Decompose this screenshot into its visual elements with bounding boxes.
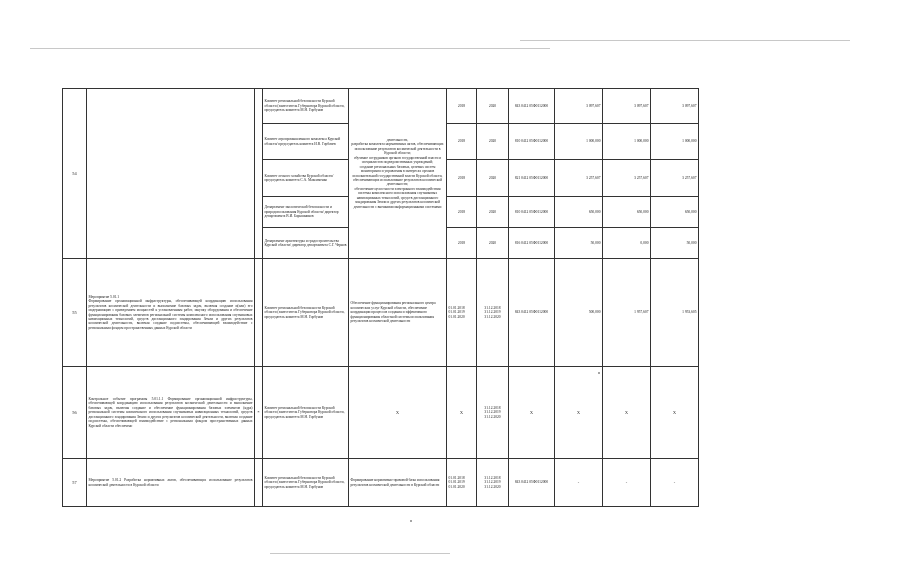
start-year: 2018 [447,89,477,124]
end-year: 2020 [477,124,509,160]
budget-code: X [509,367,555,459]
end-dates: 31.12.2018 31.12.2019 31.12.2020 [477,367,509,459]
budget-code: 843 0412 05Ф0112000 [509,89,555,124]
expected-result-cell: деятельности, разработка комплекта нормативных актов, обеспечивающих использование результатов космической деятельности в Курской области; обучение сотрудников органов государственной власти и специалистов подведомственных учреждений; создание региональных базовых, целевых систем мониторинга и управления в интересах органов исполнительной государственной власти Курской области, обеспечивающих использование результатов космической деятельности; обеспечение целостности электронного взаимодействия системы комплексного использования спутниковых навигационных технологий, средств дистанционного зондирования Земли и других результатов космической деятельности с внешними информационными системами [349,89,447,259]
start-year: 2018 [447,160,477,197]
amount-2019: 650,000 [603,197,651,228]
executor-cell: Комитет лесного хозяйства Курской области/председатель комитета С.А. Максименко [263,160,349,197]
amount-2018: 3 257,607 [555,160,603,197]
executor-cell: Комитет региональной безопасности Курской области (заместитель Губернатора Курской области, председатель комитета М.Н. Горбунов [263,367,349,459]
table-row [63,367,699,459]
end-year: 2020 [477,197,509,228]
scan-speck [410,520,412,522]
amount-2019: 1 957,607 [603,259,651,367]
amount-2019: 3 097,607 [603,89,651,124]
budget-code: 821 0412 05Ф0112000 [509,160,555,197]
amount-2018: X [555,367,603,459]
table-row [63,259,699,367]
amount-2020: 650,000 [651,197,699,228]
scan-edge-line [270,553,450,554]
amount-2020: 3 257,607 [651,160,699,197]
end-year: 2020 [477,228,509,259]
start-year: 2018 [447,124,477,160]
row-number: 54 [63,89,87,259]
scan-edge-line [520,40,850,41]
program-table [62,88,699,507]
budget-code: 843 0412 05Ф0112000 [509,259,555,367]
executor-cell: Комитет региональной безопасности Курской области (заместитель Губернатора Курской области, председатель комитета М.Н. Горбунов [263,459,349,507]
row-number: 56 [63,367,87,459]
scan-edge-line [30,48,550,49]
document-page [62,88,698,506]
budget-code: 816 0412 05Ф0112000 [509,228,555,259]
row-number: 55 [63,259,87,367]
amount-2019: 0,000 [603,228,651,259]
activity-description: Мероприятие 5.01.1 Формирование организационной инфраструктуры, обеспечивающей координацию использования результатов космической деятельности и выполнение базовых задач, включая создание и(или) его модернизацию с приведением мощностей к установленным работ, закупку оборудования и обеспечение функционирования базовых элементов региональной системы комплексного использования спутниковых навигационных технологий, средств дистанционного зондирования Земли и других результатов космической деятельности, включая создание подсистемы, обеспечивающей взаимодействие с региональным фондом пространственных данных Курской области [87,259,255,367]
amount-2020: 50,000 [651,228,699,259]
budget-code: 810 0412 05Ф0112000 [509,124,555,160]
executor-cell: Департамент архитектуры и градостроительства Курской области/ директор департамента С.Г. Чернов [263,228,349,259]
amount-2020: 1 000,000 [651,124,699,160]
end-year: 2020 [477,89,509,124]
amount-2020: 3 097,607 [651,89,699,124]
budget-code: 810 0412 05Ф0112000 [509,197,555,228]
scan-speck [598,372,600,374]
executor-cell: Комитет агропромышленного комплекса Курской области/ председатель комитета И.В. Горбачев [263,124,349,160]
amount-2019: 1 000,000 [603,124,651,160]
amount-2018: - [555,459,603,507]
amount-2020: - [651,459,699,507]
start-dates: 01.01.2018 01.01.2019 01.01.2020 [447,459,477,507]
amount-2018: 3 097,607 [555,89,603,124]
amount-2018: 50,000 [555,228,603,259]
amount-2018: 1 000,000 [555,124,603,160]
amount-2020: 1 953,605 [651,259,699,367]
start-dates: X [447,367,477,459]
end-dates: 31.12.2018 31.12.2019 31.12.2020 [477,259,509,367]
expected-result-cell: Обеспечение функционирования регионального центра космических услуг Курской области, обеспечение координации процессов создания и эффективного функционирования областной системы использования результатов космической деятельности [349,259,447,367]
amount-2019: - [603,459,651,507]
executor-cell: Департамент экологической безопасности и природопользования Курской области/ директор департамента В.И. Барышников [263,197,349,228]
amount-2018: 650,000 [555,197,603,228]
amount-2020: X [651,367,699,459]
end-dates: 31.12.2018 31.12.2019 31.12.2020 [477,459,509,507]
executor-cell: Комитет региональной безопасности Курской области (заместитель Губернатора Курской области, председатель комитета М.Н. Горбунов [263,89,349,124]
start-dates: 01.01.2018 01.01.2019 01.01.2020 [447,259,477,367]
control-event-mark: * [255,367,263,459]
budget-code: 843 0412 05Ф0112000 [509,459,555,507]
executor-cell: Комитет региональной безопасности Курской области (заместитель Губернатора Курской области, председатель комитета М.Н. Горбунов [263,259,349,367]
start-year: 2018 [447,228,477,259]
expected-result-cell: Формирование нормативно-правовой базы использования результатов космической деятельности в Курской области [349,459,447,507]
activity-description: Контрольное событие программы 5.01.1.1 Формирование организационной инфраструктуры, обеспечивающей координацию использования результатов космической деятельности и выполнение базовых задач, включая создание и обеспечение функционирования базовых элементов (ядра) региональной системы комплексного использования спутниковых навигационных технологий, средств дистанционного зондирования Земли и других результатов космической деятельности, включая создание подсистемы, обеспечивающей взаимодействие с региональным фондом пространственных данных Курской области обеспечено [87,367,255,459]
activity-description: Мероприятие 5.01.2 Разработка нормативных актов, обеспечивающих использование результатов космической деятельности в Курской области [87,459,255,507]
amount-2019: X [603,367,651,459]
amount-2018: 500,000 [555,259,603,367]
amount-2019: 3 257,607 [603,160,651,197]
table-row [63,89,699,124]
start-year: 2018 [447,197,477,228]
row-number: 57 [63,459,87,507]
expected-result-cell: X [349,367,447,459]
end-year: 2020 [477,160,509,197]
table-row [63,459,699,507]
